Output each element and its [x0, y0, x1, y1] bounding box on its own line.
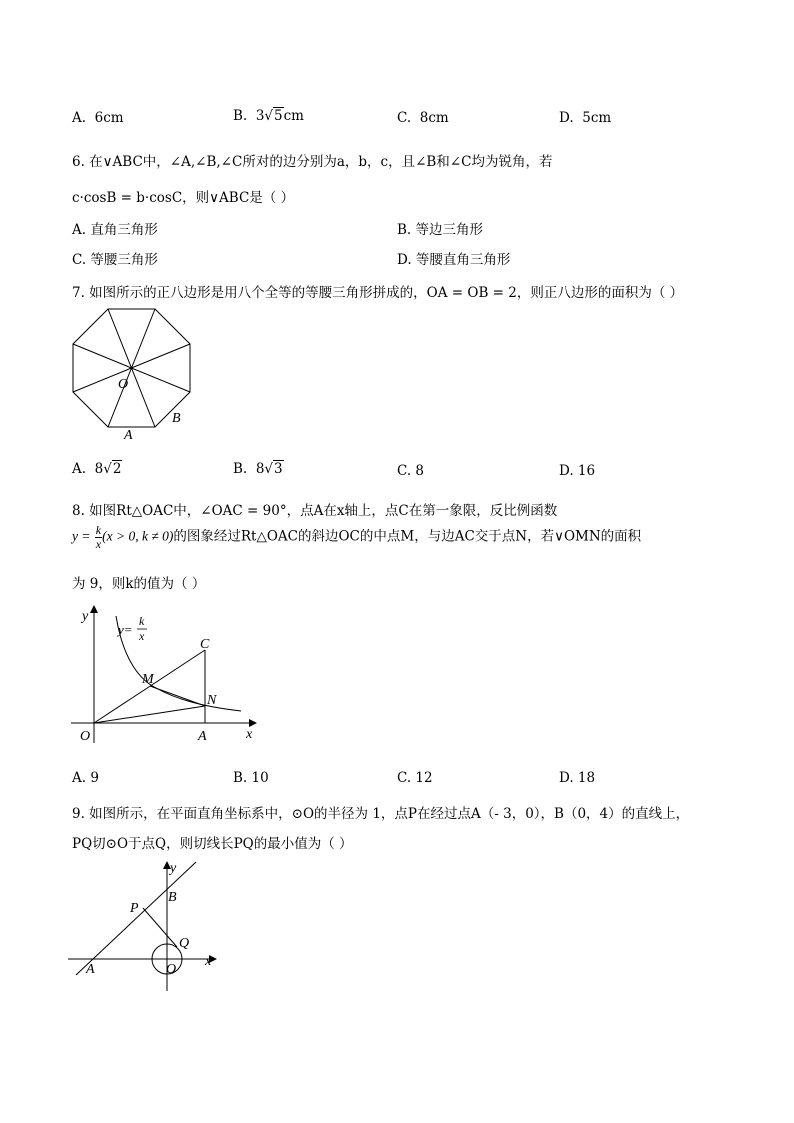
point-label-c: C — [200, 637, 210, 652]
sqrt-coefficient: 8 — [94, 461, 104, 477]
curve-label-numerator: k — [139, 614, 145, 628]
q8-option-b: B. 10 — [233, 770, 269, 786]
point-label-o: O — [166, 962, 177, 977]
point-label-o: O — [118, 377, 129, 392]
sqrt-symbol: √3 — [264, 461, 283, 477]
curve-label-lhs: y= — [118, 622, 133, 637]
fraction-numerator: k — [95, 523, 102, 537]
q8-option-c: C. 12 — [397, 770, 433, 786]
option-label: A. — [72, 461, 87, 477]
sqrt-radicand: 5 — [274, 108, 283, 124]
q9-stem-line2: PQ切⊙O于点Q，则切线长PQ的最小值为（ ） — [72, 836, 353, 852]
point-label-p: P — [130, 901, 139, 916]
point-label-a: A — [124, 428, 133, 442]
curve-label-denominator: x — [139, 629, 145, 643]
function-lhs: y = — [72, 528, 91, 544]
option-label: C. — [397, 110, 412, 126]
option-unit: cm — [283, 108, 304, 124]
q7-option-a — [72, 461, 122, 477]
q6-option-b: B. 等边三角形 — [397, 222, 484, 238]
q8-option-d: D. 18 — [559, 770, 596, 786]
q6-option-d: D. 等腰直角三角形 — [397, 252, 511, 268]
stem-text: 的图象经过Rt△OAC的斜边OC的中点M，与边AC交于点N，若∨OMN的面积 — [173, 528, 642, 545]
q5-option-c — [397, 110, 449, 126]
option-label: B. — [233, 461, 248, 477]
domain-condition: (x > 0, k ≠ 0) — [102, 528, 174, 544]
point-label-q: Q — [179, 936, 190, 951]
point-label-b: B — [172, 411, 181, 426]
option-text: 6cm — [94, 110, 124, 126]
q7-option-c: C. 8 — [397, 463, 425, 479]
q8-stem-line2 — [72, 524, 641, 550]
q6-stem-line2: c·cosB = b·cosC，则∨ABC是（ ） — [72, 190, 295, 206]
q7-option-b — [233, 461, 284, 477]
axis-label-x: x — [246, 727, 253, 742]
point-label-m: M — [142, 672, 154, 687]
fraction-denominator: x — [95, 536, 102, 551]
q9-stem-line1: 9. 如图所示，在平面直角坐标系中，⊙O的半径为 1，点P在经过点A（- 3，0），B（0，4）的直线上， — [72, 806, 690, 822]
point-label-a: A — [198, 729, 207, 744]
option-text: 5cm — [582, 110, 612, 126]
sqrt-coefficient: 8 — [255, 461, 265, 477]
q5-option-d — [559, 110, 611, 126]
q8-option-a: A. 9 — [72, 770, 99, 786]
q8-coordinate-figure — [66, 598, 266, 746]
point-label-b: B — [168, 890, 177, 905]
q7-octagon-figure — [66, 302, 198, 442]
q6-option-c: C. 等腰三角形 — [72, 252, 158, 268]
q5-option-a — [72, 110, 124, 126]
q5-option-b — [233, 108, 304, 124]
q8-stem-line1: 8. 如图Rt△OAC中，∠OAC = 90°，点A在x轴上，点C在第一象限，反比例函数 — [72, 503, 558, 519]
axis-label-y: y — [170, 861, 177, 876]
fraction-k-over-x — [95, 524, 102, 550]
q6-stem-line1: 6. 在∨ABC中，∠A,∠B,∠C所对的边分别为a，b，c，且∠B和∠C均为锐角，若 — [72, 154, 553, 170]
point-label-n: N — [207, 693, 217, 708]
sqrt-symbol: √2 — [103, 461, 122, 477]
axis-label-x: x — [205, 954, 212, 969]
q9-coordinate-figure — [66, 856, 226, 996]
sqrt-symbol: √5 — [264, 108, 283, 124]
option-label: A. — [72, 110, 87, 126]
sqrt-radicand: 3 — [274, 461, 283, 477]
sqrt-radicand: 2 — [112, 461, 122, 477]
q7-stem: 7. 如图所示的正八边形是用八个全等的等腰三角形拼成的，OA = OB = 2，则正八边形的面积为（ ） — [72, 285, 684, 301]
q8-stem-line3: 为 9，则k的值为（ ） — [72, 576, 206, 592]
q7-option-d: D. 16 — [559, 463, 596, 479]
q6-option-a: A. 直角三角形 — [72, 222, 158, 238]
option-label: B. — [233, 108, 248, 124]
option-text: 8cm — [419, 110, 449, 126]
option-label: D. — [559, 110, 574, 126]
point-label-o: O — [80, 729, 91, 744]
sqrt-coefficient: 3 — [255, 108, 265, 124]
axis-label-y: y — [82, 609, 89, 624]
point-label-a: A — [86, 962, 95, 977]
